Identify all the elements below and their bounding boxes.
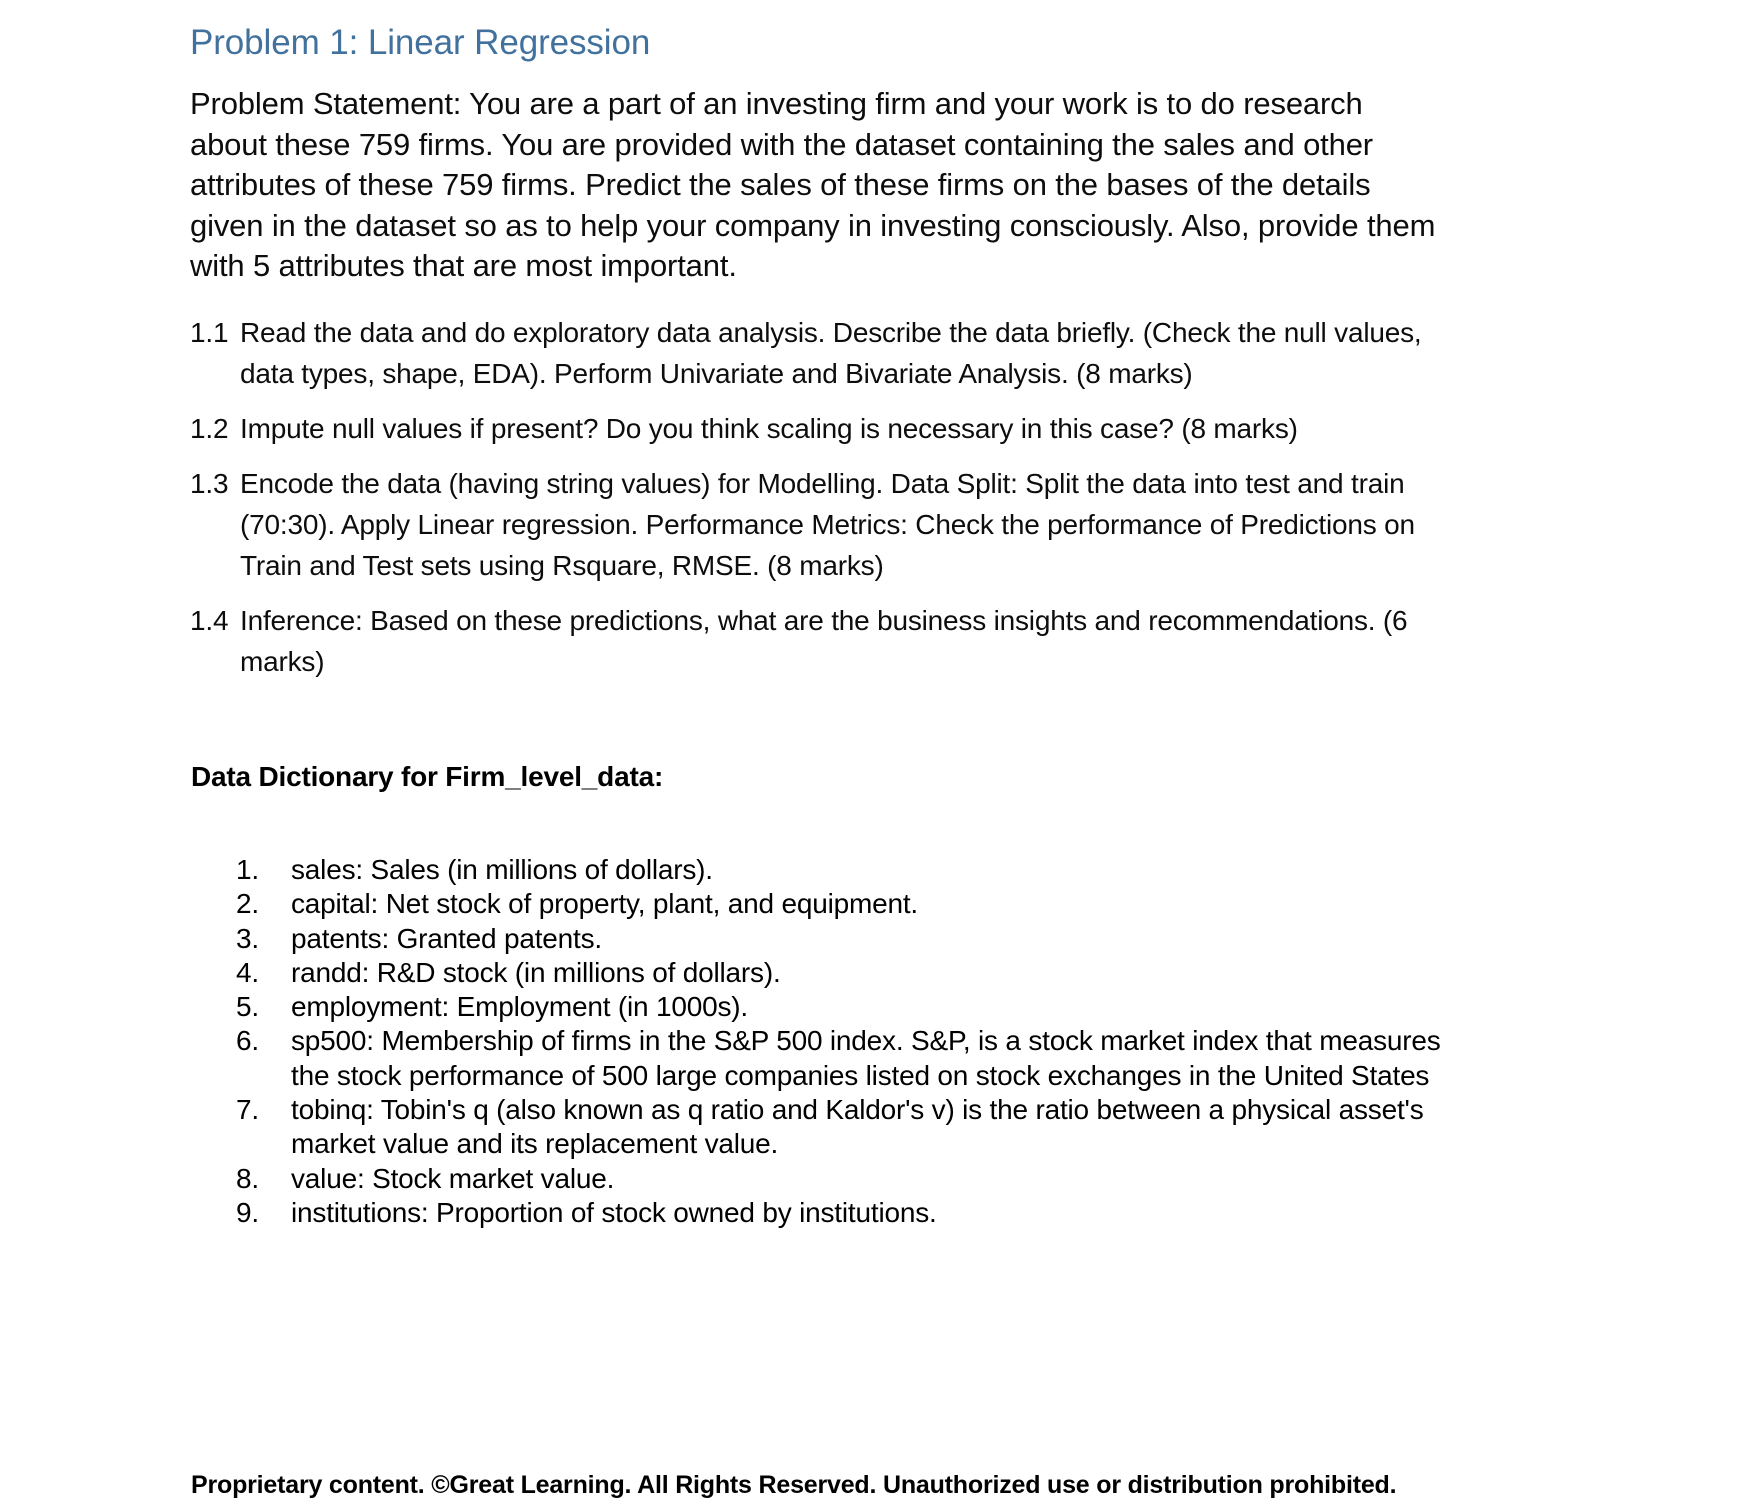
list-item-text: capital: Net stock of property, plant, and equipment. xyxy=(291,888,919,920)
list-item-text: institutions: Proportion of stock owned by institutions. xyxy=(291,1196,937,1228)
list-item-marker: 7. xyxy=(236,1094,259,1126)
list-item-marker: 9. xyxy=(236,1196,259,1228)
subquestion-text: Encode the data (having string values) for Modelling. Data Split: Split the data into test and train (70:30). Apply Linear regression. Performance Metrics: Check the performance of Predictions on Train and Test sets using Rsquare, RMSE. (8 marks) xyxy=(240,468,1415,581)
data-dictionary-heading: Data Dictionary for Firm_level_data: xyxy=(191,761,664,792)
list-item-text: value: Stock market value. xyxy=(291,1162,615,1194)
list-item xyxy=(236,887,1456,921)
subquestion-item xyxy=(190,408,1470,449)
list-item-text: tobinq: Tobin's q (also known as q ratio and Kaldor's v) is the ratio between a physical asset's market value and its replacement value. xyxy=(291,1094,1424,1160)
data-dictionary-list xyxy=(236,853,1456,1230)
list-item-marker: 6. xyxy=(236,1025,259,1057)
list-item-marker: 4. xyxy=(236,956,259,988)
list-item-text: sales: Sales (in millions of dollars). xyxy=(291,854,713,885)
list-item-marker: 2. xyxy=(236,888,259,920)
list-item-marker: 5. xyxy=(236,991,259,1023)
list-item xyxy=(236,922,1456,956)
list-item xyxy=(236,1093,1456,1162)
subquestion-number: 1.4 xyxy=(190,605,229,636)
subquestion-item xyxy=(190,600,1470,682)
subquestion-text: Read the data and do exploratory data analysis. Describe the data briefly. (Check the null values, data types, shape, EDA). Perform Univariate and Bivariate Analysis. (8 marks) xyxy=(240,317,1422,389)
list-item xyxy=(236,990,1456,1024)
list-item-marker: 1. xyxy=(236,854,259,885)
subquestion-number: 1.2 xyxy=(190,413,229,444)
list-item xyxy=(236,1024,1456,1093)
list-item-marker: 8. xyxy=(236,1162,259,1194)
list-item-marker: 3. xyxy=(236,922,259,954)
list-item-text: employment: Employment (in 1000s). xyxy=(291,991,748,1023)
list-item-text: patents: Granted patents. xyxy=(291,922,602,954)
list-item xyxy=(236,956,1456,990)
page-title: Problem 1: Linear Regression xyxy=(190,23,651,63)
subquestion-item xyxy=(190,312,1470,394)
subquestion-number: 1.1 xyxy=(190,317,229,348)
problem-statement-paragraph: Problem Statement: You are a part of an investing firm and your work is to do research about these 759 firms. You are provided with the dataset containing the sales and other attributes of these 759 firms. Predict the sales of these firms on the bases of the details given in the dataset so as to help your company in investing consciously. Also, provide them with 5 attributes that are most important. xyxy=(190,86,1436,283)
subquestion-list xyxy=(190,312,1470,696)
subquestion-item xyxy=(190,463,1470,586)
list-item-text: randd: R&D stock (in millions of dollars). xyxy=(291,956,781,988)
subquestion-text: Impute null values if present? Do you think scaling is necessary in this case? (8 marks) xyxy=(240,413,1298,444)
page-footer: Proprietary content. ©Great Learning. All Rights Reserved. Unauthorized use or distribution prohibited. xyxy=(191,1471,1397,1499)
list-item xyxy=(236,853,1456,887)
subquestion-number: 1.3 xyxy=(190,468,229,499)
list-item xyxy=(236,1196,1456,1230)
list-item-text: sp500: Membership of firms in the S&P 500 index. S&P, is a stock market index that measures the stock performance of 500 large companies listed on stock exchanges in the United States xyxy=(291,1025,1441,1091)
list-item xyxy=(236,1162,1456,1196)
subquestion-text: Inference: Based on these predictions, what are the business insights and recommendations. (6 marks) xyxy=(240,605,1408,677)
